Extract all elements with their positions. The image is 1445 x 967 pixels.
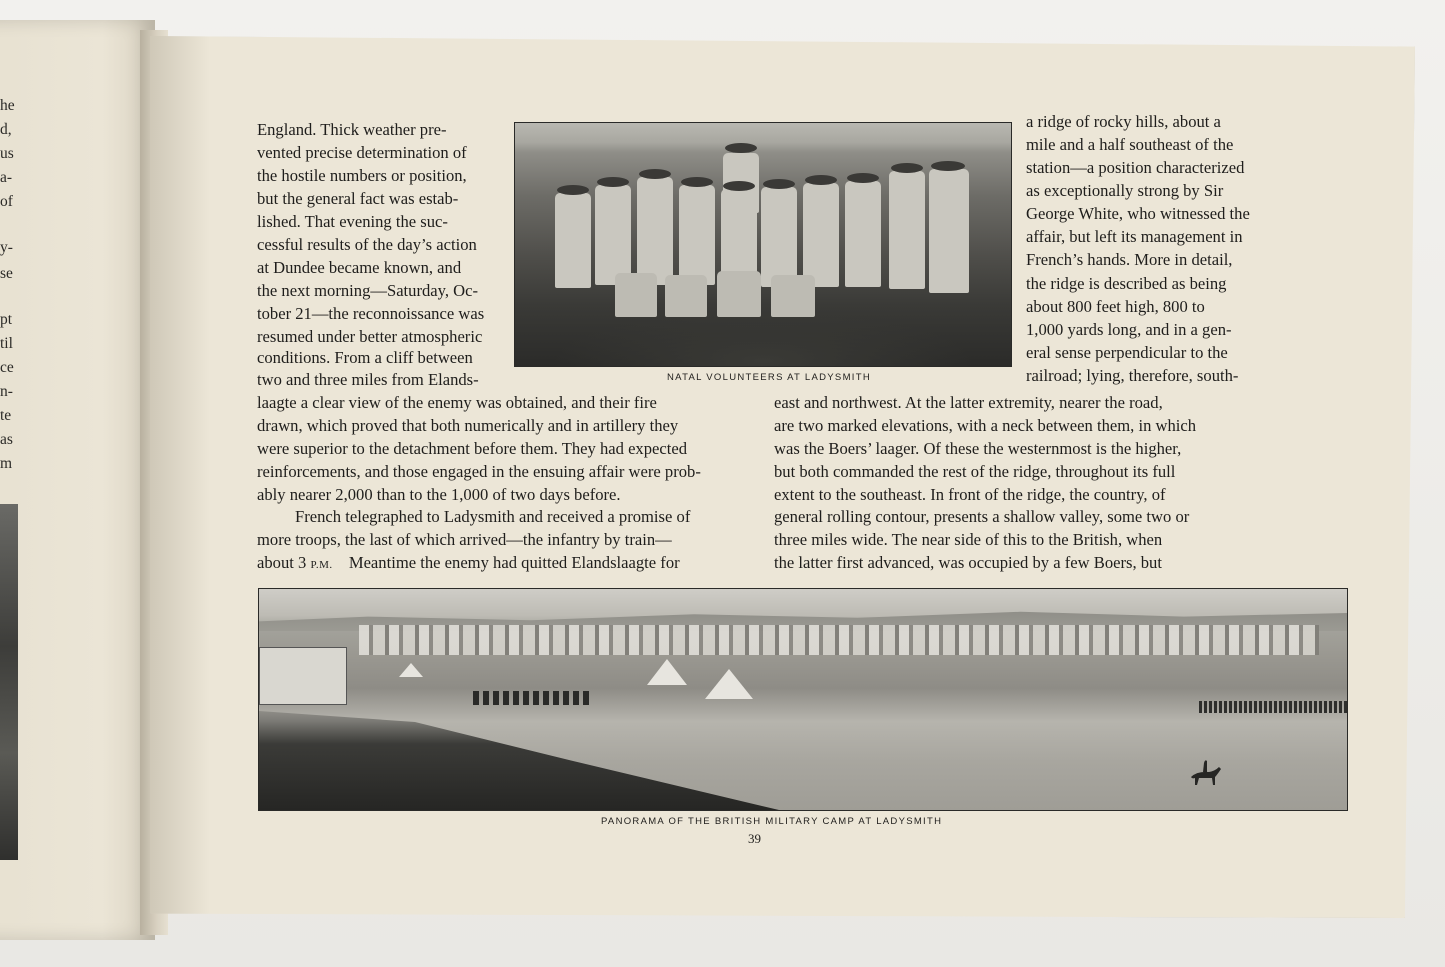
text-line: railroad; lying, therefore, south- <box>1026 366 1239 385</box>
text-line: the next morning—Saturday, Oc- <box>257 281 479 300</box>
text-line: reinforcements, and those engaged in the ensuing affair were prob- <box>257 462 701 481</box>
text-line: the ridge is described as being <box>1026 274 1227 293</box>
left-fragment: pt <box>0 311 13 328</box>
text-line: but the general fact was estab- <box>257 189 459 208</box>
left-fragment: d, <box>0 121 12 138</box>
left-fragment: a- <box>0 169 13 186</box>
photo-natal-volunteers <box>514 122 1012 367</box>
left-fragment: as <box>0 431 13 448</box>
hut <box>259 647 347 705</box>
left-fragment: n- <box>0 383 13 400</box>
text-line: station—a position characterized <box>1026 158 1245 177</box>
text-line: tober 21—the reconnoissance was <box>257 304 485 323</box>
text-line: eral sense perpendicular to the <box>1026 343 1228 362</box>
text-line: drawn, which proved that both numerically and in artillery they <box>257 416 679 435</box>
text-fragment: about 3 <box>257 553 307 572</box>
text-line: but both commanded the rest of the ridge, throughout its full <box>774 462 1176 481</box>
text-line: affair, but left its management in <box>1026 227 1243 246</box>
camp-tents-row <box>359 625 1319 655</box>
left-page <box>0 20 155 940</box>
left-fragment: se <box>0 265 13 282</box>
text-line: French’s hands. More in detail, <box>1026 250 1233 269</box>
text-line: as exceptionally strong by Sir <box>1026 181 1224 200</box>
photo-panorama-camp <box>258 588 1348 811</box>
left-fragment: til <box>0 335 13 352</box>
left-fragment: te <box>0 407 12 424</box>
left-page-photo-edge <box>0 504 18 860</box>
photo-caption-top: NATAL VOLUNTEERS AT LADYSMITH <box>667 372 871 383</box>
text-line: the latter first advanced, was occupied by a few Boers, but <box>774 553 1162 572</box>
text-line: resumed under better atmospheric <box>257 327 483 346</box>
text-line: more troops, the last of which arrived—the infantry by train— <box>257 530 672 549</box>
wagon-team <box>473 691 591 705</box>
text-line: conditions. From a cliff between <box>257 348 473 367</box>
text-line: a ridge of rocky hills, about a <box>1026 112 1221 131</box>
left-fragment: of <box>0 193 13 210</box>
text-line: two and three miles from Elands- <box>257 370 479 389</box>
left-fragment: he <box>0 97 15 114</box>
text-line: ably nearer 2,000 than to the 1,000 of two days before. <box>257 485 621 504</box>
text-line: three miles wide. The near side of this to the British, when <box>774 530 1163 549</box>
tent <box>647 659 687 685</box>
text-line: general rolling contour, presents a shallow valley, some two or <box>774 507 1190 526</box>
text-line: 1,000 yards long, and in a gen- <box>1026 320 1232 339</box>
page-number: 39 <box>748 831 761 846</box>
left-fragment: m <box>0 455 13 472</box>
text-line: mile and a half southeast of the <box>1026 135 1234 154</box>
time-abbrev: P.M. <box>310 559 333 571</box>
text-line: England. Thick weather pre- <box>257 120 447 139</box>
rocky-foreground <box>259 700 779 810</box>
text-line: cessful results of the day’s action <box>257 235 477 254</box>
text-line: was the Boers’ laager. Of these the westernmost is the higher, <box>774 439 1182 458</box>
tent <box>399 663 423 677</box>
text-line: were superior to the detachment before them. They had expected <box>257 439 688 458</box>
text-line: extent to the southeast. In front of the ridge, the country, of <box>774 485 1166 504</box>
text-line: are two marked elevations, with a neck between them, in which <box>774 416 1197 435</box>
text-line: the hostile numbers or position, <box>257 166 467 185</box>
left-fragment: y- <box>0 239 13 256</box>
photo-caption-bottom: PANORAMA OF THE BRITISH MILITARY CAMP AT LADYSMITH <box>601 816 943 827</box>
text-line: French telegraphed to Ladysmith and received a promise of <box>295 507 691 526</box>
text-line: George White, who witnessed the <box>1026 204 1250 223</box>
text-line: lished. That evening the suc- <box>257 212 448 231</box>
text-line: laagte a clear view of the enemy was obtained, and their fire <box>257 393 657 412</box>
tent <box>705 669 753 699</box>
text-line: east and northwest. At the latter extremity, nearer the road, <box>774 393 1163 412</box>
text-line-with-pm <box>257 555 680 572</box>
troops-column <box>1199 701 1347 713</box>
text-line: at Dundee became known, and <box>257 258 462 277</box>
text-line: vented precise determination of <box>257 143 467 162</box>
left-fragment: ce <box>0 359 14 376</box>
left-fragment: us <box>0 145 14 162</box>
group-of-soldiers <box>545 163 985 353</box>
text-line: about 800 feet high, 800 to <box>1026 297 1205 316</box>
horse-rider-icon <box>1187 757 1223 787</box>
text-fragment: Meantime the enemy had quitted Elandslaagte for <box>348 553 680 572</box>
